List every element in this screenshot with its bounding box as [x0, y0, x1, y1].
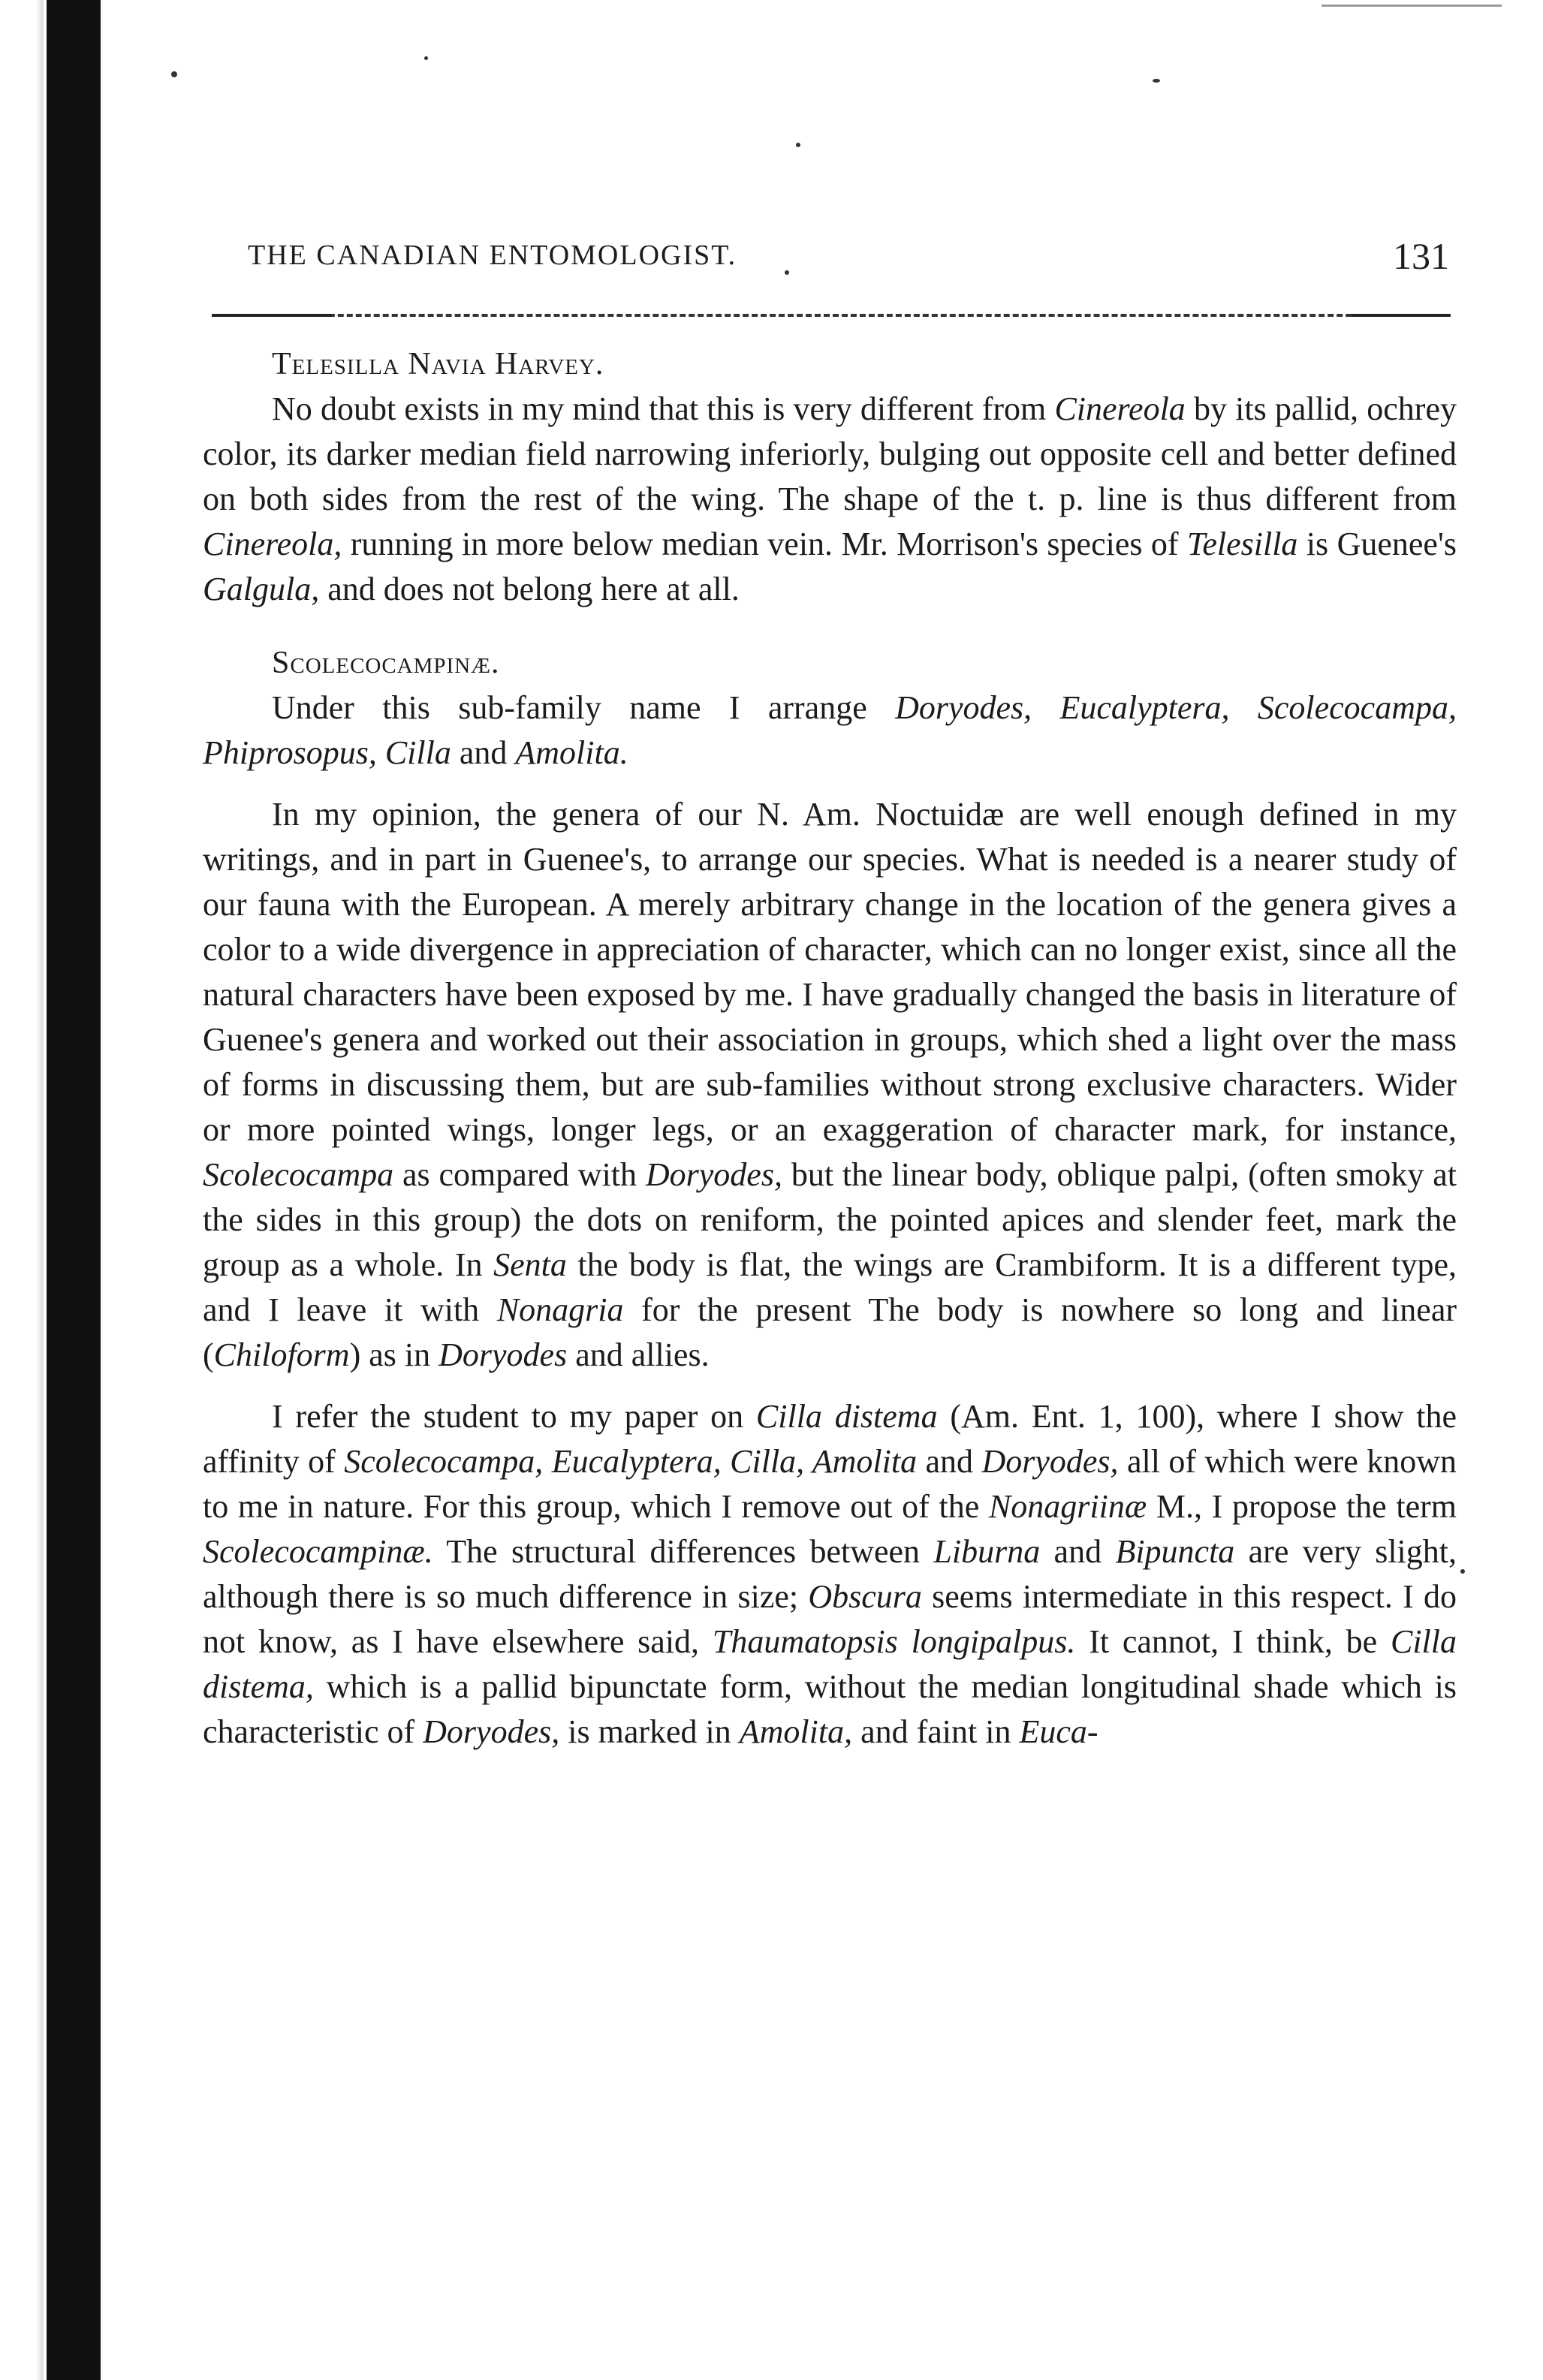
paragraph-opinion: In my opinion, the genera of our N. Am. Noctuidæ are well enough defined in my writings, and in part in Guenee's, to arrange our species. What is needed is a nearer study of our fauna with the European. A merely arbitrary change in the location of the genera gives a color to a wide divergence in appreciation of character, which can no longer exist, since all the natural characters have been exposed by me. I have gradually changed the basis in literature of Guenee's genera and worked out their association in groups, which shed a light over the mass of forms in discussing them, but are sub-families without strong exclusive characters. Wider or more pointed wings, longer legs, or an exaggeration of character mark, for instance, Scolecocampa as compared with Doryodes, but the linear body, oblique palpi, (often smoky at the sides in this group) the dots on reniform, the pointed apices and slender feet, mark the group as a whole. In Senta the body is flat, the wings are Crambiform. It is a different type, and I leave it with Nonagria for the present The body is nowhere so long and linear (Chiloform) as in Doryodes and allies.: [203, 796, 1457, 1373]
article-body: [203, 342, 1457, 1755]
paragraph-telesilla: No doubt exists in my mind that this is very different from Cinereola by its pallid, ochrey color, its darker median field narrowing inferiorly, bulging out opposite cell and better defined on both sides from the rest of the wing. The shape of the t. p. line is thus different from Cinereola, running in more below median vein. Mr. Morrison's species of Telesilla is Guenee's Galgula, and does not belong here at all.: [203, 390, 1457, 607]
speck: [424, 56, 428, 60]
page-header: [248, 235, 1449, 291]
book-spine: [47, 0, 101, 2380]
speck: [1460, 1569, 1465, 1574]
header-rule-left: [212, 314, 332, 317]
section-heading-telesilla: Telesilla Navia Harvey.: [272, 347, 604, 381]
page-number: 131: [1393, 235, 1449, 277]
paragraph-refer-student: I refer the student to my paper on Cilla distema (Am. Ent. 1, 100), where I show the affinity of Scolecocampa, Eucalyptera, Cilla, Amolita and Doryodes, all of which were known to me in nature. For this group, which I remove out of the Nonagriinæ M., I propose the term Scolecocampinæ. The structural differences between Liburna and Bipuncta are very slight, although there is so much difference in size; Obscura seems intermediate in this respect. I do not know, as I have elsewhere said, Thaumatopsis longipalpus. It cannot, I think, be Cilla distema, which is a pallid bipunctate form, without the median longitudinal shade which is characteristic of Doryodes, is marked in Amolita, and faint in Euca-: [203, 1398, 1457, 1750]
header-rule-right: [1352, 314, 1451, 317]
running-title: THE CANADIAN ENTOMOLOGIST.: [248, 240, 737, 271]
paragraph-subfamily: Under this sub-family name I arrange Doryodes, Eucalyptera, Scolecocampa, Phiprosopus, Cilla and Amolita.: [203, 689, 1457, 771]
speck: [796, 143, 800, 147]
page-gutter-shadow: [36, 0, 44, 2380]
speck: [171, 71, 177, 77]
speck: [1153, 79, 1160, 83]
top-edge-mark: [1321, 5, 1502, 7]
header-rule: [212, 314, 1451, 317]
section-heading-scolecocampinae: Scolecocampinæ.: [272, 646, 500, 680]
